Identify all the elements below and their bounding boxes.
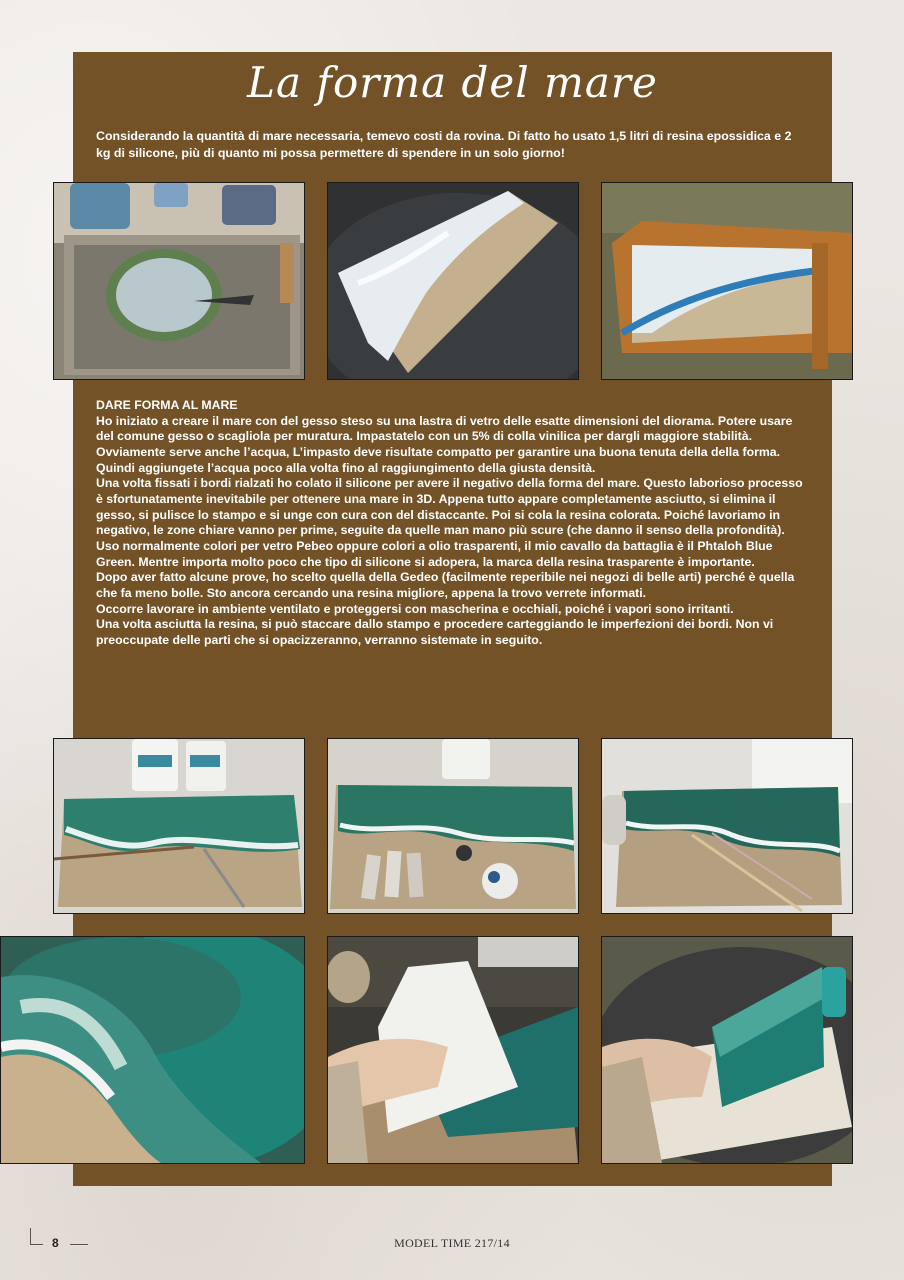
- magazine-footer: MODEL TIME 217/14: [394, 1236, 510, 1250]
- photo-resin-sea-with-paints: [327, 738, 579, 914]
- paragraph: Ho iniziato a creare il mare con del gesso steso su una lastra di vetro delle esatte dimensioni del diorama. Potere usare del comune gesso o scagliola per muratura. Impastatelo con un 5% di colla vinilica per dargli maggiore stabilità. Ovviamente serve anche l’acqua, L’impasto deve risultate compatto per garantire una buona tenuta della della forma. Quindi aggiungete l’acqua poco alla volta fino al raggiungimento della giusta densità.: [96, 413, 793, 475]
- article-title: La forma del mare: [247, 58, 658, 107]
- photo-plaster-mixing: [53, 182, 305, 380]
- paragraph: Uso normalmente colori per vetro Pebeo oppure colori a olio trasparenti, il mio cavallo da battaglia è il Phtaloh Blue Green. Mentre importa molto poco che tipo di silicone si adopera, la marca della resina trasparente è importante.: [96, 538, 773, 569]
- photo-resin-sea-peeled: [601, 936, 853, 1164]
- page-number: 8: [52, 1236, 59, 1250]
- paragraph: Una volta asciutta la resina, si può staccare dallo stampo e procedere carteggiando le imperfezioni dei bordi. Non vi preoccupate delle parti che si opacizzeranno, verranno sistemate in seguito.: [96, 617, 774, 647]
- photo-silicone-mold-removal: [327, 936, 579, 1164]
- photo-resin-sea-with-bottles: [53, 738, 305, 914]
- section-heading: DARE FORMA AL MARE: [96, 398, 238, 412]
- article-body: [96, 398, 812, 649]
- paragraph: Una volta fissati i bordi rialzati ho colato il silicone per avere il negativo della forma del mare. Questo laborioso processo è sfortunatamente inevitabile per ottenere una mare in 3D. Appena tutto appare completamente asciutto, si elimina il gesso, si pulisce lo stampo e si unge con cura con del distaccante. Poi si cola la resina colorata. Poiché lavoriamo in negativo, le zone chiare vanno per prime, seguite da quelle man mano più scure (che danno il senso della profondità).: [96, 476, 803, 538]
- photo-plaster-sea-shape: [327, 182, 579, 380]
- photo-plaster-mold-frame: [601, 182, 853, 380]
- photo-resin-sea-with-tools: [601, 738, 853, 914]
- paragraph: Occorre lavorare in ambiente ventilato e proteggersi con mascherina e occhiali, poiché i vapori sono irritanti.: [96, 601, 734, 616]
- paragraph: Dopo aver fatto alcune prove, ho scelto quella della Gedeo (facilmente reperibile nei negozi di belle arti) perché è quella che fa meno bolle. Sto ancora cercando una resina migliore, appena la trovo verrete informati.: [96, 570, 795, 600]
- article-intro: Considerando la quantità di mare necessaria, temevo costi da rovina. Di fatto ho usato 1,5 litri di resina epossidica e 2 kg di silicone, più di quanto mi possa permettere di spendere in un solo giorno!: [96, 129, 792, 160]
- photo-resin-closeup: [0, 936, 305, 1164]
